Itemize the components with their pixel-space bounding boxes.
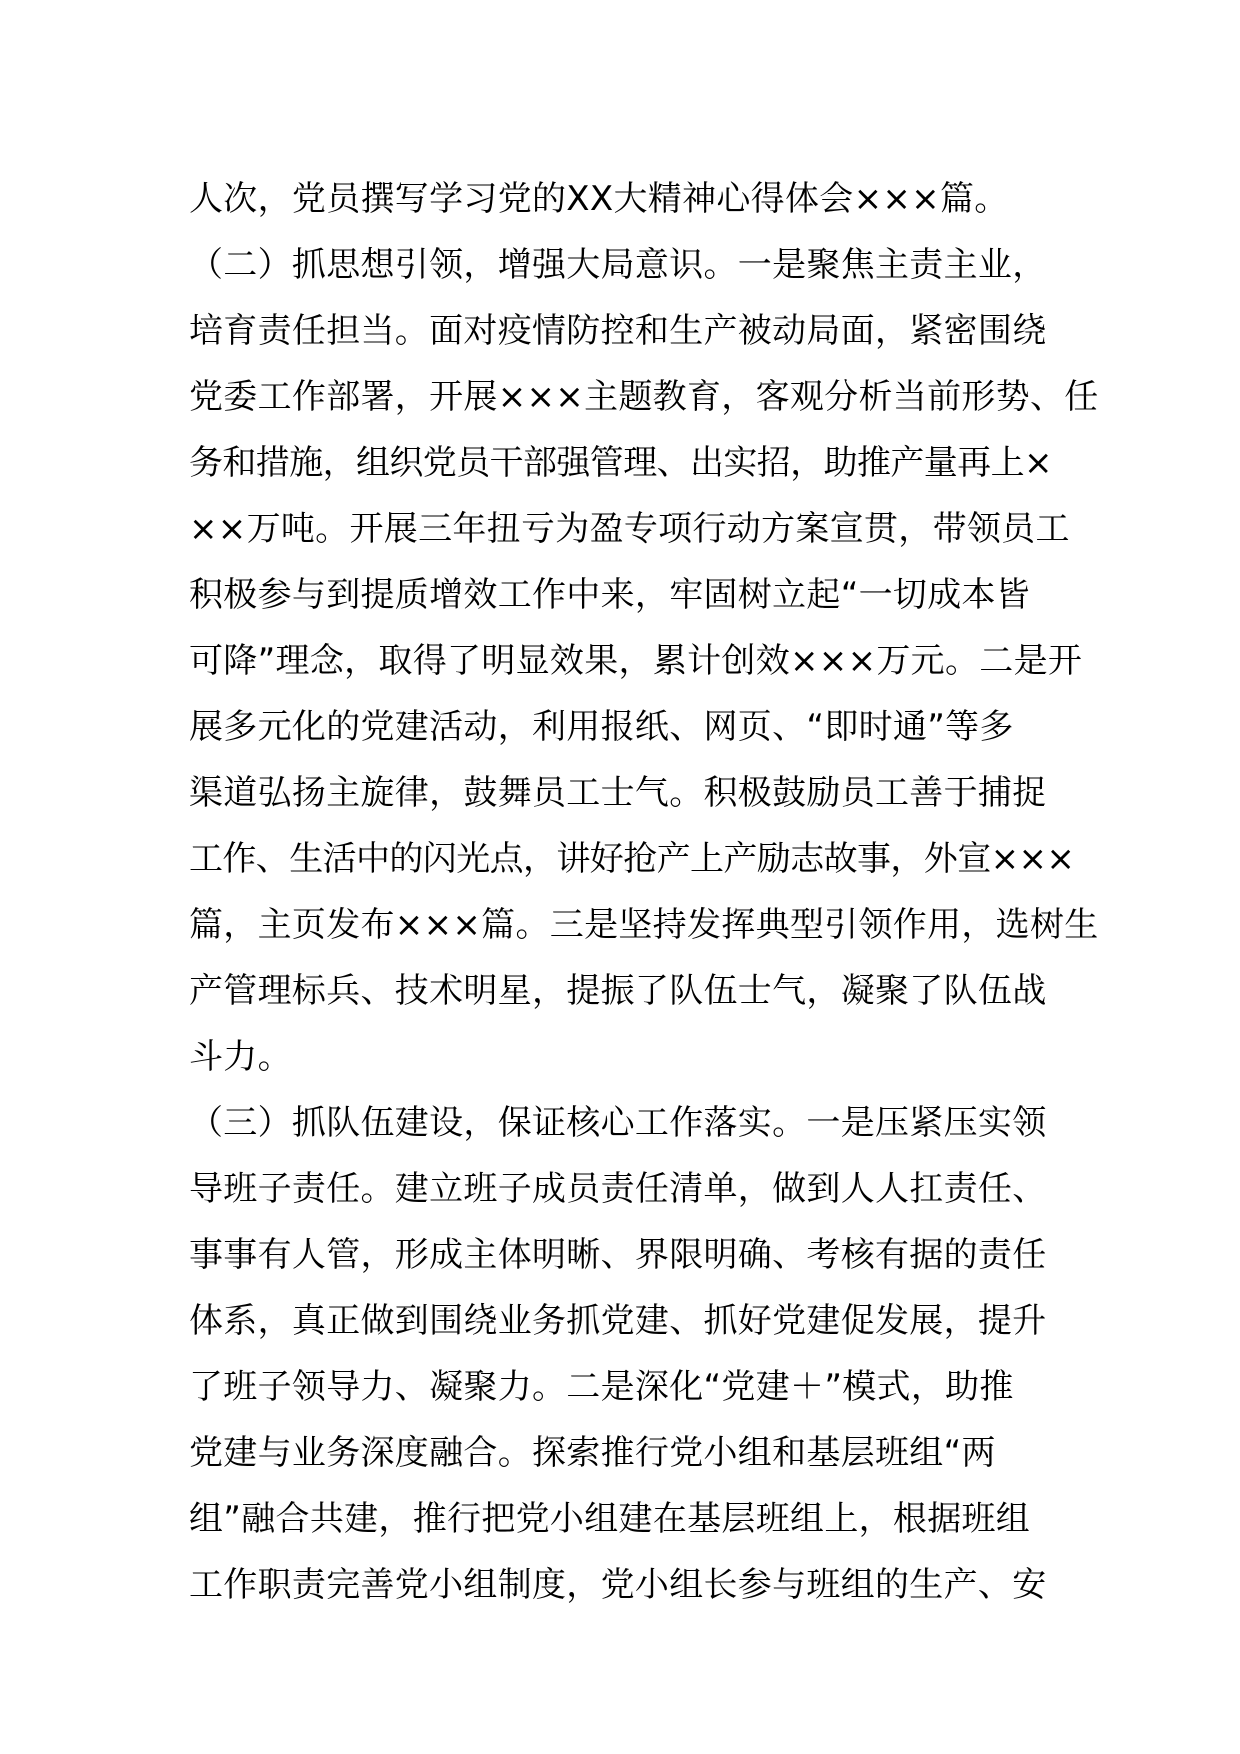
text-line: 党建与业务深度融合。探索推行党小组和基层班组“两 <box>189 1433 996 1473</box>
body-text <box>189 166 1099 1618</box>
text-line: 事事有人管，形成主体明晰、界限明确、考核有据的责任 <box>189 1235 1047 1275</box>
text-line: 产管理标兵、技术明星，提振了队伍士气，凝聚了队伍战 <box>189 971 1047 1011</box>
text-line: 务和措施，组织党员干部强管理、出实招，助推产量再上× <box>189 443 1052 483</box>
text-line: ××万吨。开展三年扭亏为盈专项行动方案宣贯，带领员工 <box>189 509 1070 549</box>
text-line: 体系，真正做到围绕业务抓党建、抓好党建促发展，提升 <box>189 1301 1047 1341</box>
text-line: 培育责任担当。面对疫情防控和生产被动局面，紧密围绕 <box>189 311 1047 351</box>
text-line: 可降”理念，取得了明显效果，累计创效×××万元。二是开 <box>189 641 1083 681</box>
text-line: 工作职责完善党小组制度，党小组长参与班组的生产、安 <box>189 1565 1047 1605</box>
text-line: 了班子领导力、凝聚力。二是深化“党建＋”模式，助推 <box>189 1367 1014 1407</box>
text-line: 导班子责任。建立班子成员责任清单，做到人人扛责任、 <box>189 1169 1047 1209</box>
text-line: 篇，主页发布×××篇。三是坚持发挥典型引领作用，选树生 <box>189 905 1099 945</box>
text-line: 展多元化的党建活动，利用报纸、网页、“即时通”等多 <box>189 707 1014 747</box>
text-line: 积极参与到提质增效工作中来，牢固树立起“一切成本皆 <box>189 575 1031 615</box>
text-line: （三）抓队伍建设，保证核心工作落实。一是压紧压实领 <box>189 1103 1047 1143</box>
text-line: 工作、生活中的闪光点，讲好抢产上产励志故事，外宣××× <box>189 839 1075 879</box>
text-line: （二）抓思想引领，增强大局意识。一是聚焦主责主业， <box>189 245 1047 285</box>
text-line: 党委工作部署，开展×××主题教育，客观分析当前形势、任 <box>189 377 1099 417</box>
text-line: 渠道弘扬主旋律，鼓舞员工士气。积极鼓励员工善于捕捉 <box>189 773 1047 813</box>
text-line: 人次，党员撰写学习党的XX大精神心得体会×××篇。 <box>189 179 1009 219</box>
text-line: 组”融合共建，推行把党小组建在基层班组上，根据班组 <box>189 1499 1031 1539</box>
text-line: 斗力。 <box>189 1037 292 1077</box>
